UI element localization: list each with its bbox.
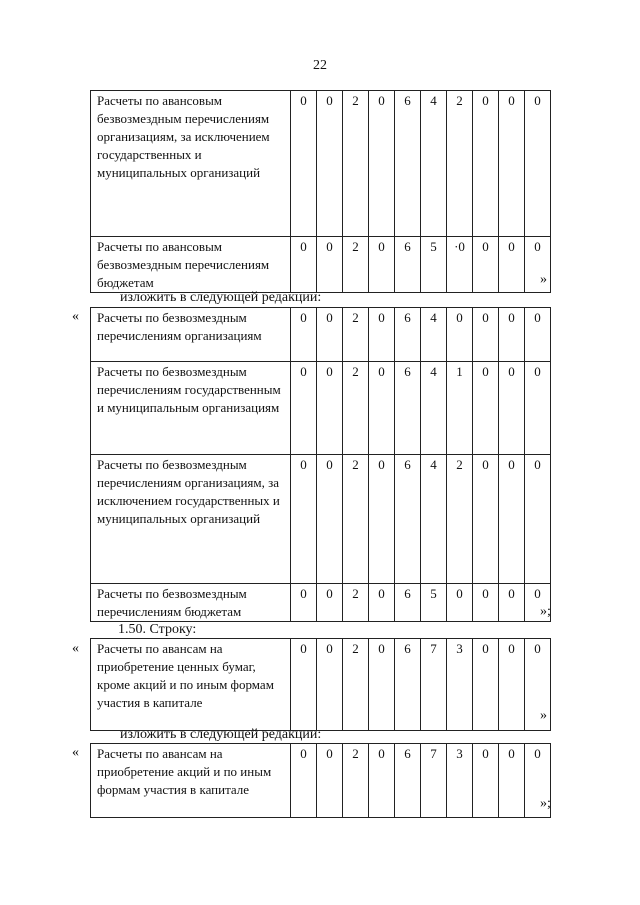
code-digit: 0	[525, 308, 551, 362]
code-digit: 0	[317, 237, 343, 293]
code-digit: 0	[473, 91, 499, 237]
code-digit: 0	[317, 91, 343, 237]
code-digit: 0	[291, 584, 317, 622]
row-label: Расчеты по авансовым безвозмездным перечислениям бюджетам	[91, 237, 291, 293]
code-digit: 6	[395, 237, 421, 293]
code-digit: 0	[369, 744, 395, 818]
code-digit: 2	[447, 455, 473, 584]
code-digit: 0	[291, 91, 317, 237]
code-digit: 0	[291, 237, 317, 293]
closing-quote: »;	[540, 796, 551, 811]
code-digit: 7	[421, 744, 447, 818]
code-digit: 0	[473, 639, 499, 731]
row-label: Расчеты по авансам на приобретение акций и по иным формам участия в капитале	[91, 744, 291, 818]
code-digit: 6	[395, 744, 421, 818]
table-row	[91, 308, 551, 362]
code-digit: 5	[421, 237, 447, 293]
code-digit: 4	[421, 91, 447, 237]
code-digit: 4	[421, 308, 447, 362]
code-digit: 0	[291, 455, 317, 584]
code-digit: 0	[291, 308, 317, 362]
code-digit: 2	[343, 639, 369, 731]
code-digit: 5	[421, 584, 447, 622]
code-digit: 0	[317, 455, 343, 584]
code-digit: 0	[499, 362, 525, 455]
code-digit: 0	[317, 584, 343, 622]
code-digit: 0	[317, 744, 343, 818]
code-digit: 2	[343, 362, 369, 455]
code-digit: 0	[473, 455, 499, 584]
code-digit: 0	[525, 584, 551, 622]
code-digit: 0	[499, 91, 525, 237]
code-digit: 0	[291, 362, 317, 455]
code-digit: 3	[447, 744, 473, 818]
code-digit: 0	[369, 584, 395, 622]
code-digit: 1	[447, 362, 473, 455]
code-digit: 2	[343, 308, 369, 362]
code-digit: 0	[369, 308, 395, 362]
code-digit: 2	[343, 584, 369, 622]
code-digit: 0	[525, 744, 551, 818]
table-row	[91, 744, 551, 818]
code-digit: 0	[369, 455, 395, 584]
row-label: Расчеты по авансовым безвозмездным перечислениям организациям, за исключением государственных и муниципальных организаций	[91, 91, 291, 237]
code-digit: 4	[421, 455, 447, 584]
code-digit: 0	[473, 308, 499, 362]
row-label: Расчеты по авансам на приобретение ценных бумаг, кроме акций и по иным формам участия в капитале	[91, 639, 291, 731]
code-digit: 0	[291, 744, 317, 818]
code-digit: 6	[395, 91, 421, 237]
code-digit: 0	[447, 308, 473, 362]
code-digit: 2	[343, 91, 369, 237]
table-row	[91, 237, 551, 293]
closing-quote: »	[540, 272, 547, 287]
amendment-caption: изложить в следующей редакции:	[120, 290, 322, 305]
row-label: Расчеты по безвозмездным перечислениям государственным и муниципальным организациям	[91, 362, 291, 455]
code-digit: 0	[317, 639, 343, 731]
code-digit: 6	[395, 455, 421, 584]
code-digit: 0	[473, 237, 499, 293]
code-digit: 0	[317, 362, 343, 455]
code-digit: 0	[525, 362, 551, 455]
code-digit: 2	[343, 455, 369, 584]
table-row	[91, 362, 551, 455]
code-digit: 0	[525, 91, 551, 237]
code-digit: 0	[317, 308, 343, 362]
code-digit: 6	[395, 584, 421, 622]
code-digit: 3	[447, 639, 473, 731]
opening-quote: «	[72, 745, 79, 760]
code-digit: 0	[473, 584, 499, 622]
row-label: Расчеты по безвозмездным перечислениям бюджетам	[91, 584, 291, 622]
code-digit: 2	[343, 744, 369, 818]
account-table-4	[90, 743, 551, 818]
code-digit: 7	[421, 639, 447, 731]
table-row	[91, 639, 551, 731]
amendment-caption: изложить в следующей редакции:	[120, 727, 322, 742]
account-table-1	[90, 90, 551, 293]
code-digit: 0	[525, 639, 551, 731]
code-digit: 0	[369, 91, 395, 237]
code-digit: 6	[395, 639, 421, 731]
code-digit: 2	[343, 237, 369, 293]
row-label: Расчеты по безвозмездным перечислениям организациям, за исключением государственных и муниципальных организаций	[91, 455, 291, 584]
code-digit: 0	[291, 639, 317, 731]
code-digit: 0	[499, 584, 525, 622]
code-digit: 0	[499, 455, 525, 584]
table-row	[91, 91, 551, 237]
code-digit: 0	[473, 362, 499, 455]
code-digit: 4	[421, 362, 447, 455]
code-digit: ·0	[447, 237, 473, 293]
code-digit: 0	[499, 237, 525, 293]
code-digit: 0	[473, 744, 499, 818]
code-digit: 0	[369, 639, 395, 731]
opening-quote: «	[72, 641, 79, 656]
code-digit: 0	[499, 744, 525, 818]
closing-quote: »;	[540, 604, 551, 619]
section-caption: 1.50. Строку:	[118, 622, 197, 637]
code-digit: 0	[525, 455, 551, 584]
code-digit: 6	[395, 308, 421, 362]
code-digit: 0	[499, 639, 525, 731]
code-digit: 6	[395, 362, 421, 455]
code-digit: 0	[447, 584, 473, 622]
code-digit: 0	[369, 362, 395, 455]
row-label: Расчеты по безвозмездным перечислениям организациям	[91, 308, 291, 362]
code-digit: 0	[499, 308, 525, 362]
code-digit: 0	[525, 237, 551, 293]
table-row	[91, 584, 551, 622]
page-number: 22	[313, 58, 327, 73]
code-digit: 2	[447, 91, 473, 237]
account-table-2	[90, 307, 551, 622]
account-table-3	[90, 638, 551, 731]
closing-quote: »	[540, 708, 547, 723]
code-digit: 0	[369, 237, 395, 293]
opening-quote: «	[72, 309, 79, 324]
table-row	[91, 455, 551, 584]
